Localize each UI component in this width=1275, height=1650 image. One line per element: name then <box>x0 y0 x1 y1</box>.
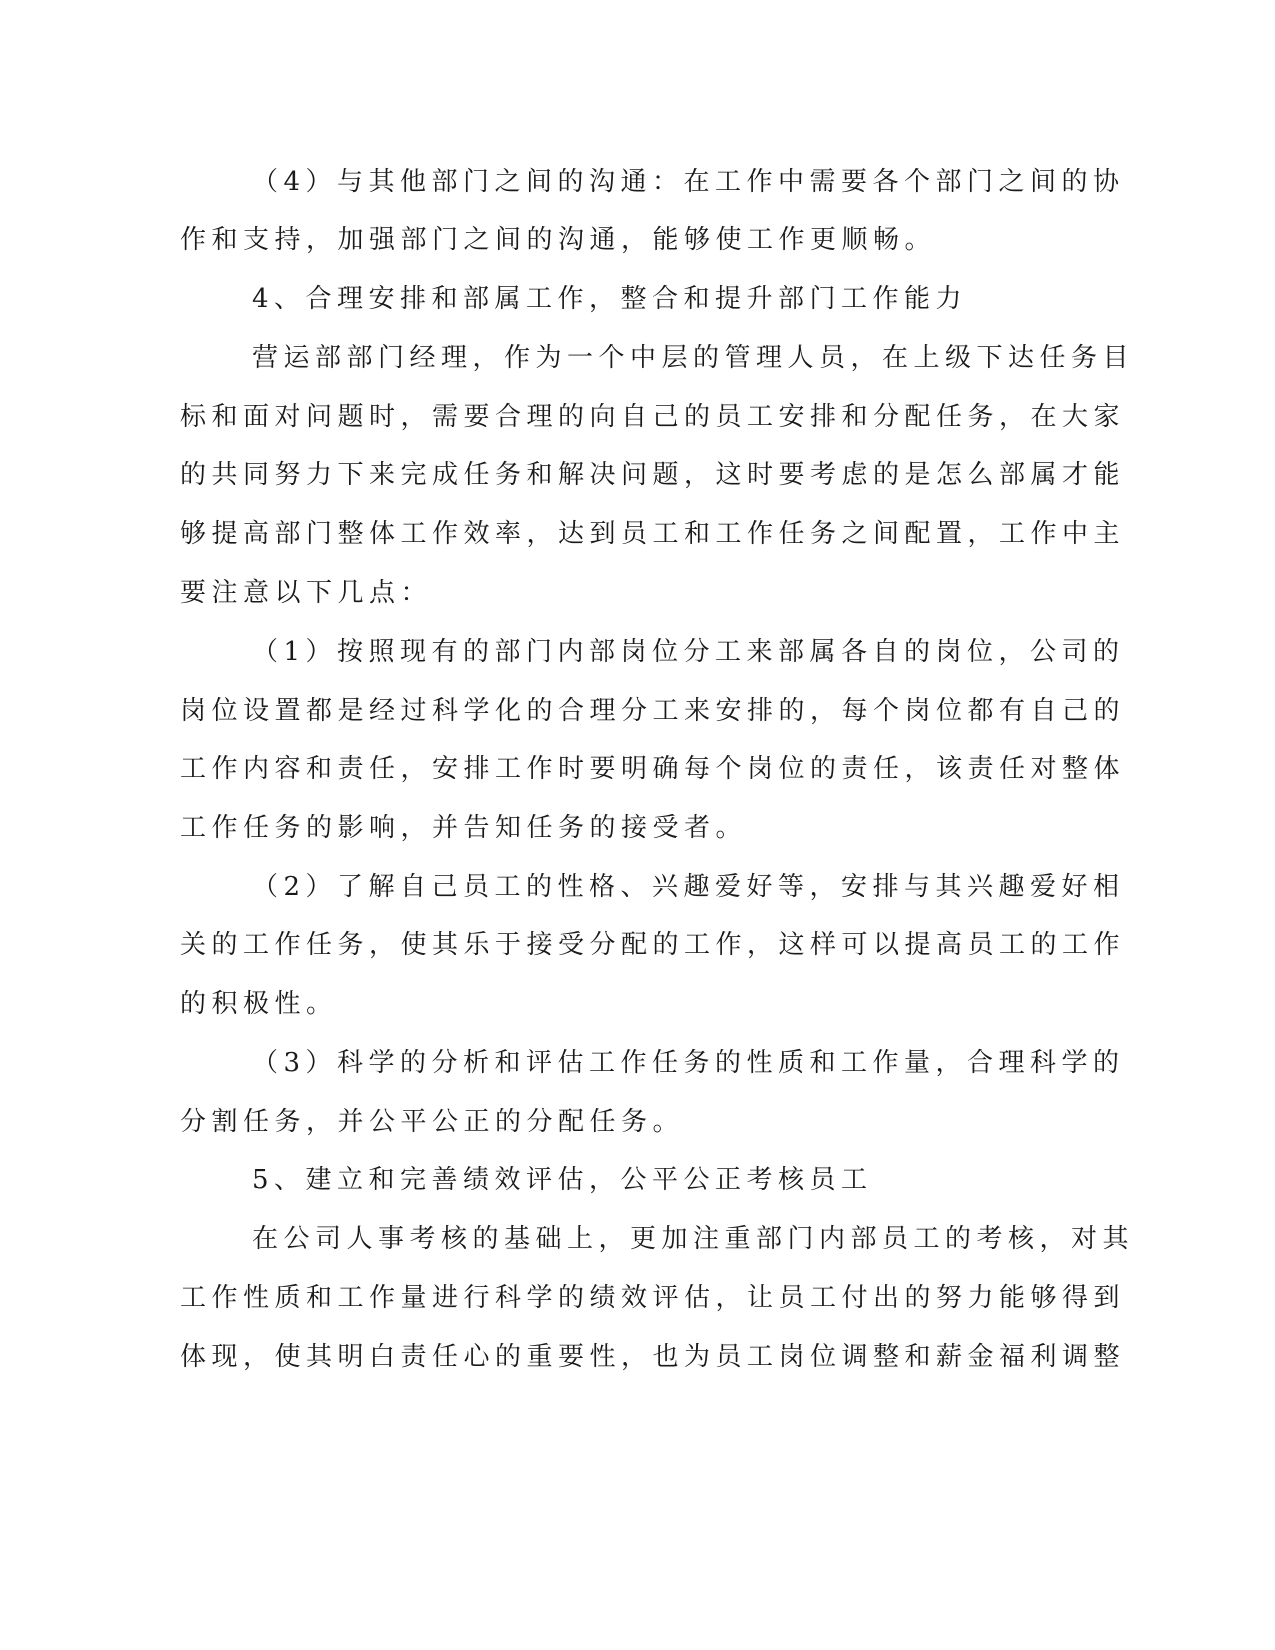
text-line: 营运部部门经理，作为一个中层的管理人员，在上级下达任务目 <box>252 343 1135 373</box>
text-line: 作和支持，加强部门之间的沟通，能够使工作更顺畅。 <box>180 225 937 255</box>
text-line: 的共同努力下来完成任务和解决问题，这时要考虑的是怎么部属才能 <box>180 460 1126 490</box>
text-line: 在公司人事考核的基础上，更加注重部门内部员工的考核，对其 <box>252 1224 1135 1254</box>
text-line: （2）了解自己员工的性格、兴趣爱好等，安排与其兴趣爱好相 <box>252 872 1125 902</box>
text-line: （4）与其他部门之间的沟通：在工作中需要各个部门之间的协 <box>252 167 1125 197</box>
section-heading: 4、合理安排和部属工作，整合和提升部门工作能力 <box>252 284 968 314</box>
text-line: 岗位设置都是经过科学化的合理分工来安排的，每个岗位都有自己的 <box>180 696 1126 726</box>
text-line: 分割任务，并公平公正的分配任务。 <box>180 1107 685 1137</box>
text-line: 体现，使其明白责任心的重要性，也为员工岗位调整和薪金福利调整 <box>180 1342 1126 1372</box>
text-line: （3）科学的分析和评估工作任务的性质和工作量，合理科学的 <box>252 1048 1125 1078</box>
text-line: 要注意以下几点： <box>180 578 433 608</box>
text-line: 标和面对问题时，需要合理的向自己的员工安排和分配任务，在大家 <box>180 402 1126 432</box>
text-line: （1）按照现有的部门内部岗位分工来部属各自的岗位，公司的 <box>252 637 1125 667</box>
text-line: 的积极性。 <box>180 989 338 1019</box>
text-line: 工作性质和工作量进行科学的绩效评估，让员工付出的努力能够得到 <box>180 1283 1126 1313</box>
text-line: 工作内容和责任，安排工作时要明确每个岗位的责任，该责任对整体 <box>180 754 1126 784</box>
section-heading: 5、建立和完善绩效评估，公平公正考核员工 <box>252 1165 873 1195</box>
text-line: 够提高部门整体工作效率，达到员工和工作任务之间配置，工作中主 <box>180 519 1126 549</box>
text-line: 工作任务的影响，并告知任务的接受者。 <box>180 813 748 843</box>
text-line: 关的工作任务，使其乐于接受分配的工作，这样可以提高员工的工作 <box>180 930 1126 960</box>
